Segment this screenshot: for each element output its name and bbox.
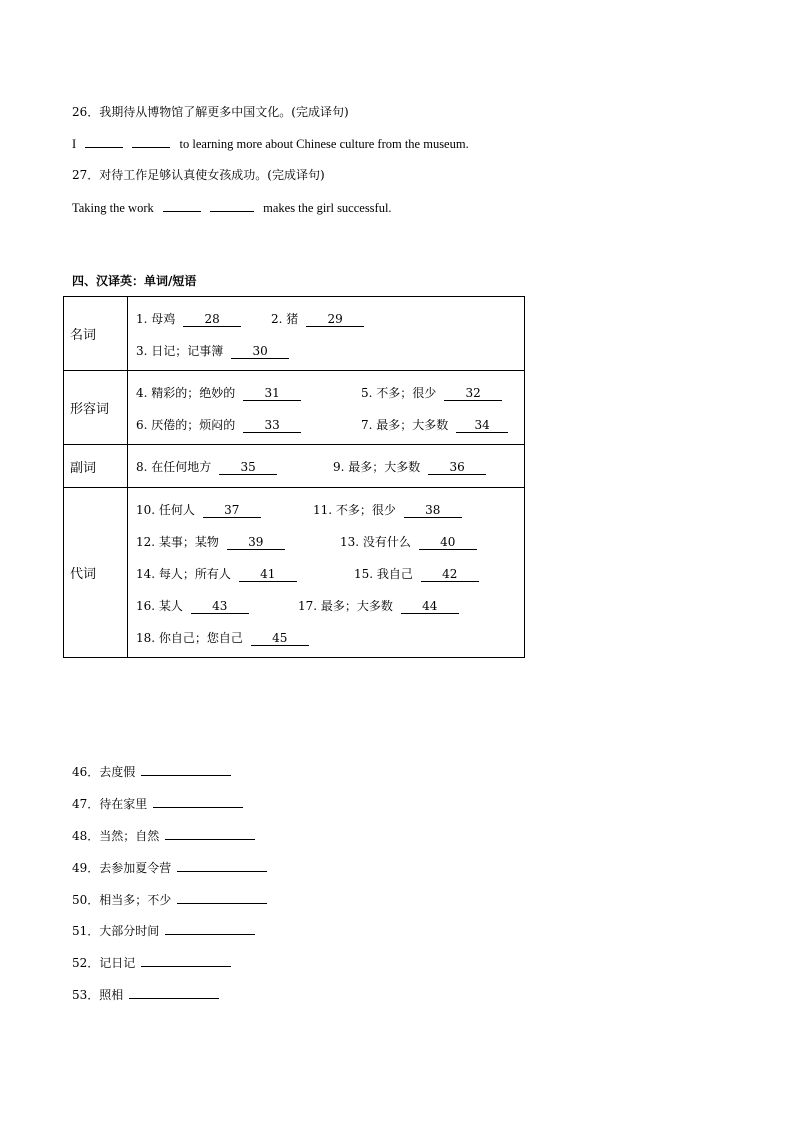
phrase-item: [72, 922, 255, 939]
phrase-label: 48．当然；自然: [72, 829, 160, 843]
answer-blank[interactable]: [165, 827, 255, 840]
answer-blank[interactable]: 43: [191, 599, 249, 614]
vocab-item: [354, 565, 479, 582]
vocab-item: [136, 342, 289, 359]
answer-blank[interactable]: 41: [239, 567, 297, 582]
vocab-item: [136, 416, 301, 433]
answer-blank[interactable]: 30: [231, 344, 289, 359]
section-title: 四、汉译英：单词/短语: [72, 274, 197, 288]
answer-blank[interactable]: 29: [306, 312, 364, 327]
answer-blank[interactable]: 31: [243, 386, 301, 401]
vocab-item: [136, 533, 285, 550]
answer-blank[interactable]: 42: [421, 567, 479, 582]
answer-blank[interactable]: 34: [456, 418, 508, 433]
phrase-item: [72, 763, 231, 780]
vocab-item: [136, 384, 301, 401]
answer-blank[interactable]: [141, 763, 231, 776]
vocab-label: 17. 最多；大多数: [298, 598, 393, 613]
phrase-label: 50．相当多；不少: [72, 893, 172, 907]
vocab-label: 2. 猪: [271, 311, 299, 326]
answer-blank[interactable]: 40: [419, 535, 477, 550]
answer-blank[interactable]: 35: [219, 460, 277, 475]
vocab-label: 8. 在任何地方: [136, 460, 212, 474]
category-adjective: 形容词: [64, 371, 128, 445]
answer-blank[interactable]: [177, 891, 267, 904]
answer-blank[interactable]: 44: [401, 599, 459, 614]
vocab-item: [136, 565, 297, 582]
vocab-item: [340, 533, 477, 550]
phrase-label: 53．照相: [72, 988, 124, 1002]
question-27-prompt: 27．对待工作足够认真使女孩成功。(完成译句): [72, 168, 325, 182]
answer-blank[interactable]: [163, 199, 201, 212]
phrase-item: [72, 795, 243, 812]
phrase-label: 52．记日记: [72, 956, 136, 970]
answer-blank[interactable]: [132, 135, 170, 148]
vocab-item: [313, 501, 462, 518]
vocab-label: 6. 厌倦的；烦闷的: [136, 417, 236, 432]
vocab-item: [271, 310, 364, 327]
table-row: [64, 445, 525, 488]
vocab-label: 15. 我自己: [354, 566, 413, 581]
items-cell: [128, 297, 525, 371]
question-27-tail: makes the girl successful.: [263, 201, 392, 215]
answer-blank[interactable]: [165, 922, 255, 935]
category-pronoun: 代词: [64, 488, 128, 658]
items-cell: [128, 488, 525, 658]
phrase-label: 49．去参加夏令营: [72, 861, 172, 875]
vocab-item: [136, 597, 249, 614]
vocab-item: [136, 501, 261, 518]
vocab-label: 1. 母鸡: [136, 311, 176, 326]
answer-blank[interactable]: [177, 859, 267, 872]
answer-blank[interactable]: [129, 986, 219, 999]
vocab-table: [63, 296, 525, 658]
category-adverb: 副词: [64, 445, 128, 488]
phrase-item: [72, 954, 231, 971]
question-26-prompt: 26．我期待从博物馆了解更多中国文化。(完成译句): [72, 105, 349, 119]
table-row: [64, 297, 525, 371]
question-27-sentence: [72, 199, 392, 216]
table-row: [64, 371, 525, 445]
category-noun: 名词: [64, 297, 128, 371]
vocab-label: 7. 最多；大多数: [361, 417, 449, 432]
phrase-label: 47．待在家里: [72, 797, 148, 811]
items-cell: [128, 371, 525, 445]
answer-blank[interactable]: [141, 954, 231, 967]
question-26-lead: I: [72, 137, 77, 151]
phrase-label: 51．大部分时间: [72, 924, 160, 938]
answer-blank[interactable]: [85, 135, 123, 148]
table-row: [64, 488, 525, 658]
vocab-label: 13. 没有什么: [340, 534, 411, 549]
vocab-item: [136, 629, 309, 646]
answer-blank[interactable]: 38: [404, 503, 462, 518]
question-27-lead: Taking the work: [72, 201, 154, 215]
vocab-label: 18. 你自己；您自己: [136, 630, 243, 645]
items-cell: [128, 445, 525, 488]
answer-blank[interactable]: [153, 795, 243, 808]
phrase-item: [72, 827, 255, 844]
answer-blank[interactable]: [210, 199, 254, 212]
phrase-item: [72, 859, 267, 876]
vocab-label: 3. 日记；记事簿: [136, 343, 224, 358]
answer-blank[interactable]: 33: [243, 418, 301, 433]
answer-blank[interactable]: 32: [444, 386, 502, 401]
answer-blank[interactable]: 37: [203, 503, 261, 518]
phrase-item: [72, 891, 267, 908]
vocab-label: 16. 某人: [136, 598, 183, 613]
vocab-item: [298, 597, 459, 614]
answer-blank[interactable]: 36: [428, 460, 486, 475]
phrase-label: 46．去度假: [72, 765, 136, 779]
answer-blank[interactable]: 39: [227, 535, 285, 550]
answer-blank[interactable]: 45: [251, 631, 309, 646]
vocab-item: [136, 458, 277, 475]
vocab-item: [361, 384, 502, 401]
vocab-item: [333, 458, 486, 475]
vocab-label: 14. 每人；所有人: [136, 566, 231, 581]
question-26-tail: to learning more about Chinese culture from the museum.: [179, 137, 469, 151]
vocab-label: 5. 不多；很少: [361, 385, 437, 400]
answer-blank[interactable]: 28: [183, 312, 241, 327]
vocab-label: 12. 某事；某物: [136, 534, 219, 549]
question-26-sentence: [72, 135, 469, 152]
vocab-label: 11. 不多；很少: [313, 502, 396, 517]
vocab-item: [361, 416, 508, 433]
phrase-item: [72, 986, 219, 1003]
vocab-item: [136, 310, 241, 327]
vocab-label: 10. 任何人: [136, 502, 195, 517]
vocab-label: 9. 最多；大多数: [333, 460, 421, 474]
vocab-label: 4. 精彩的；绝妙的: [136, 385, 236, 400]
